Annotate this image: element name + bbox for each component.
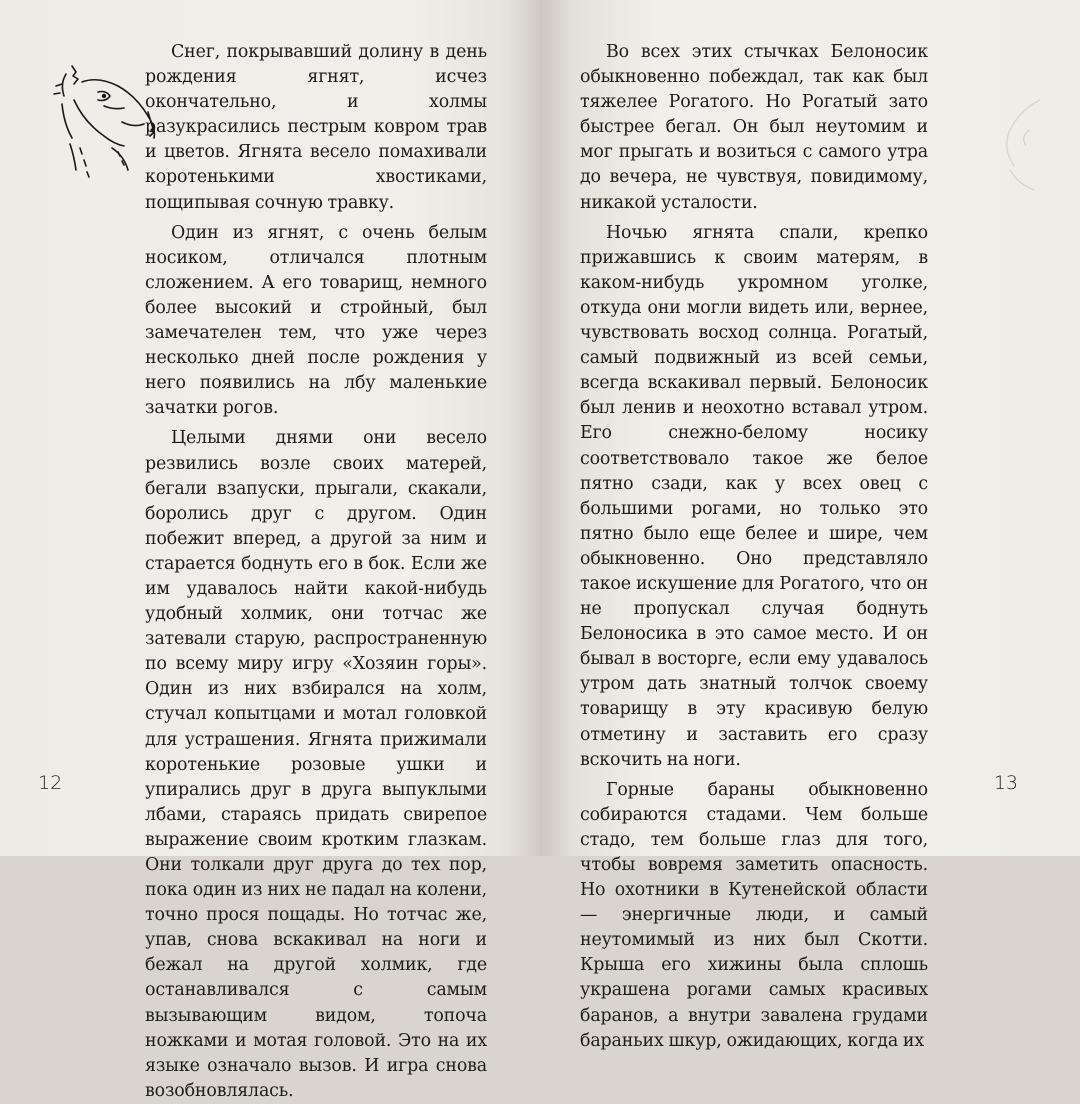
paragraph: Во всех этих стычках Белоносик обыкновенно побеждал, так как был тяжелее Рогатого. Но Рогатый зато быстрее бегал. Он был неутомим и мог прыгать и возиться с самого утра до вечера, не чувствуя, повидимому, никакой усталости. bbox=[580, 42, 928, 213]
page-number: 12 bbox=[38, 772, 63, 794]
page-number: 13 bbox=[993, 772, 1018, 794]
paragraph: Целыми днями они весело резвились возле своих матерей, бегали взапуски, прыгали, скакали, боролись друг с другом. Один побежит вперед, а другой за ним и старается боднуть его в бок. Если же им удавалось найти какой-нибудь удобный холмик, они тотчас же затевали старую, распространенную по всему миру игру «Хозяин горы». Один из них взбирался на холм, стучал копытцами и мотал головкой для устрашения. Ягнята прижимали коротенькие розовые ушки и упирались друг в друга выпуклыми лбами, стараясь придать свирепое выражение своим кротким глазкам. Они толкали друг друга до тех пор, пока один из них не падал на колени, точно прося пощады. Но тотчас же, упав, снова вскакивал на ноги и бежал на другой холмик, где останавливался с самым вызывающим видом, топоча ножками и мотая головой. Это на их языке означало вызов. И игра снова возобновлялась. bbox=[145, 428, 487, 1101]
left-page bbox=[0, 0, 540, 1101]
bleed-through-sketch-icon bbox=[970, 90, 1060, 210]
paragraph: Один из ягнят, с очень белым носиком, отличался плотным сложением. А его товарищ, немного более высокий и стройный, был замечателен тем, что уже через несколько дней после рождения у него появились на лбу маленькие зачатки рогов. bbox=[145, 222, 487, 419]
right-page bbox=[540, 0, 1080, 1051]
paragraph: Снег, покрывавший долину в день рождения ягнят, исчез окончательно, и холмы разукрасились пестрым ковром трав и цветов. Ягнята весело помахивали коротенькими хвостиками, пощипывая сочную травку. bbox=[145, 42, 487, 213]
paragraph: Горные бараны обыкновенно собираются стадами. Чем больше стадо, тем больше глаз для того, чтобы вовремя заметить опасность. Но охотники в Кутенейской области — энергичные люди, и самый неутомимый из них был Скотти. Крыша его хижины была сплошь украшена рогами самых красивых баранов, а внутри завалена грудами бараньих шкур, ожидающих, когда их bbox=[580, 779, 928, 1051]
left-text-block bbox=[145, 40, 487, 1104]
right-text-block bbox=[580, 40, 928, 1054]
paragraph: Ночью ягнята спали, крепко прижавшись к своим матерям, в каком-нибудь укромном уголке, откуда они могли видеть или, вернее, чувствовать восход солнца. Рогатый, самый подвижный из всей семьи, всегда вскакивал первый. Белоносик был ленив и неохотно вставал утром. Его снежно-белому носику соответствовало такое же белое пятно сзади, как у всех овец с большими рогами, но только это пятно было еще белее и шире, чем обыкновенно. Оно представляло такое искушение для Рогатого, что он не пропускал случая боднуть Белоносика в это самое место. И он бывал в восторге, если ему удавалось утром дать знатный толчок своему товарищу в эту красивую белую отметину и заставить его сразу вскочить на ноги. bbox=[580, 222, 928, 770]
